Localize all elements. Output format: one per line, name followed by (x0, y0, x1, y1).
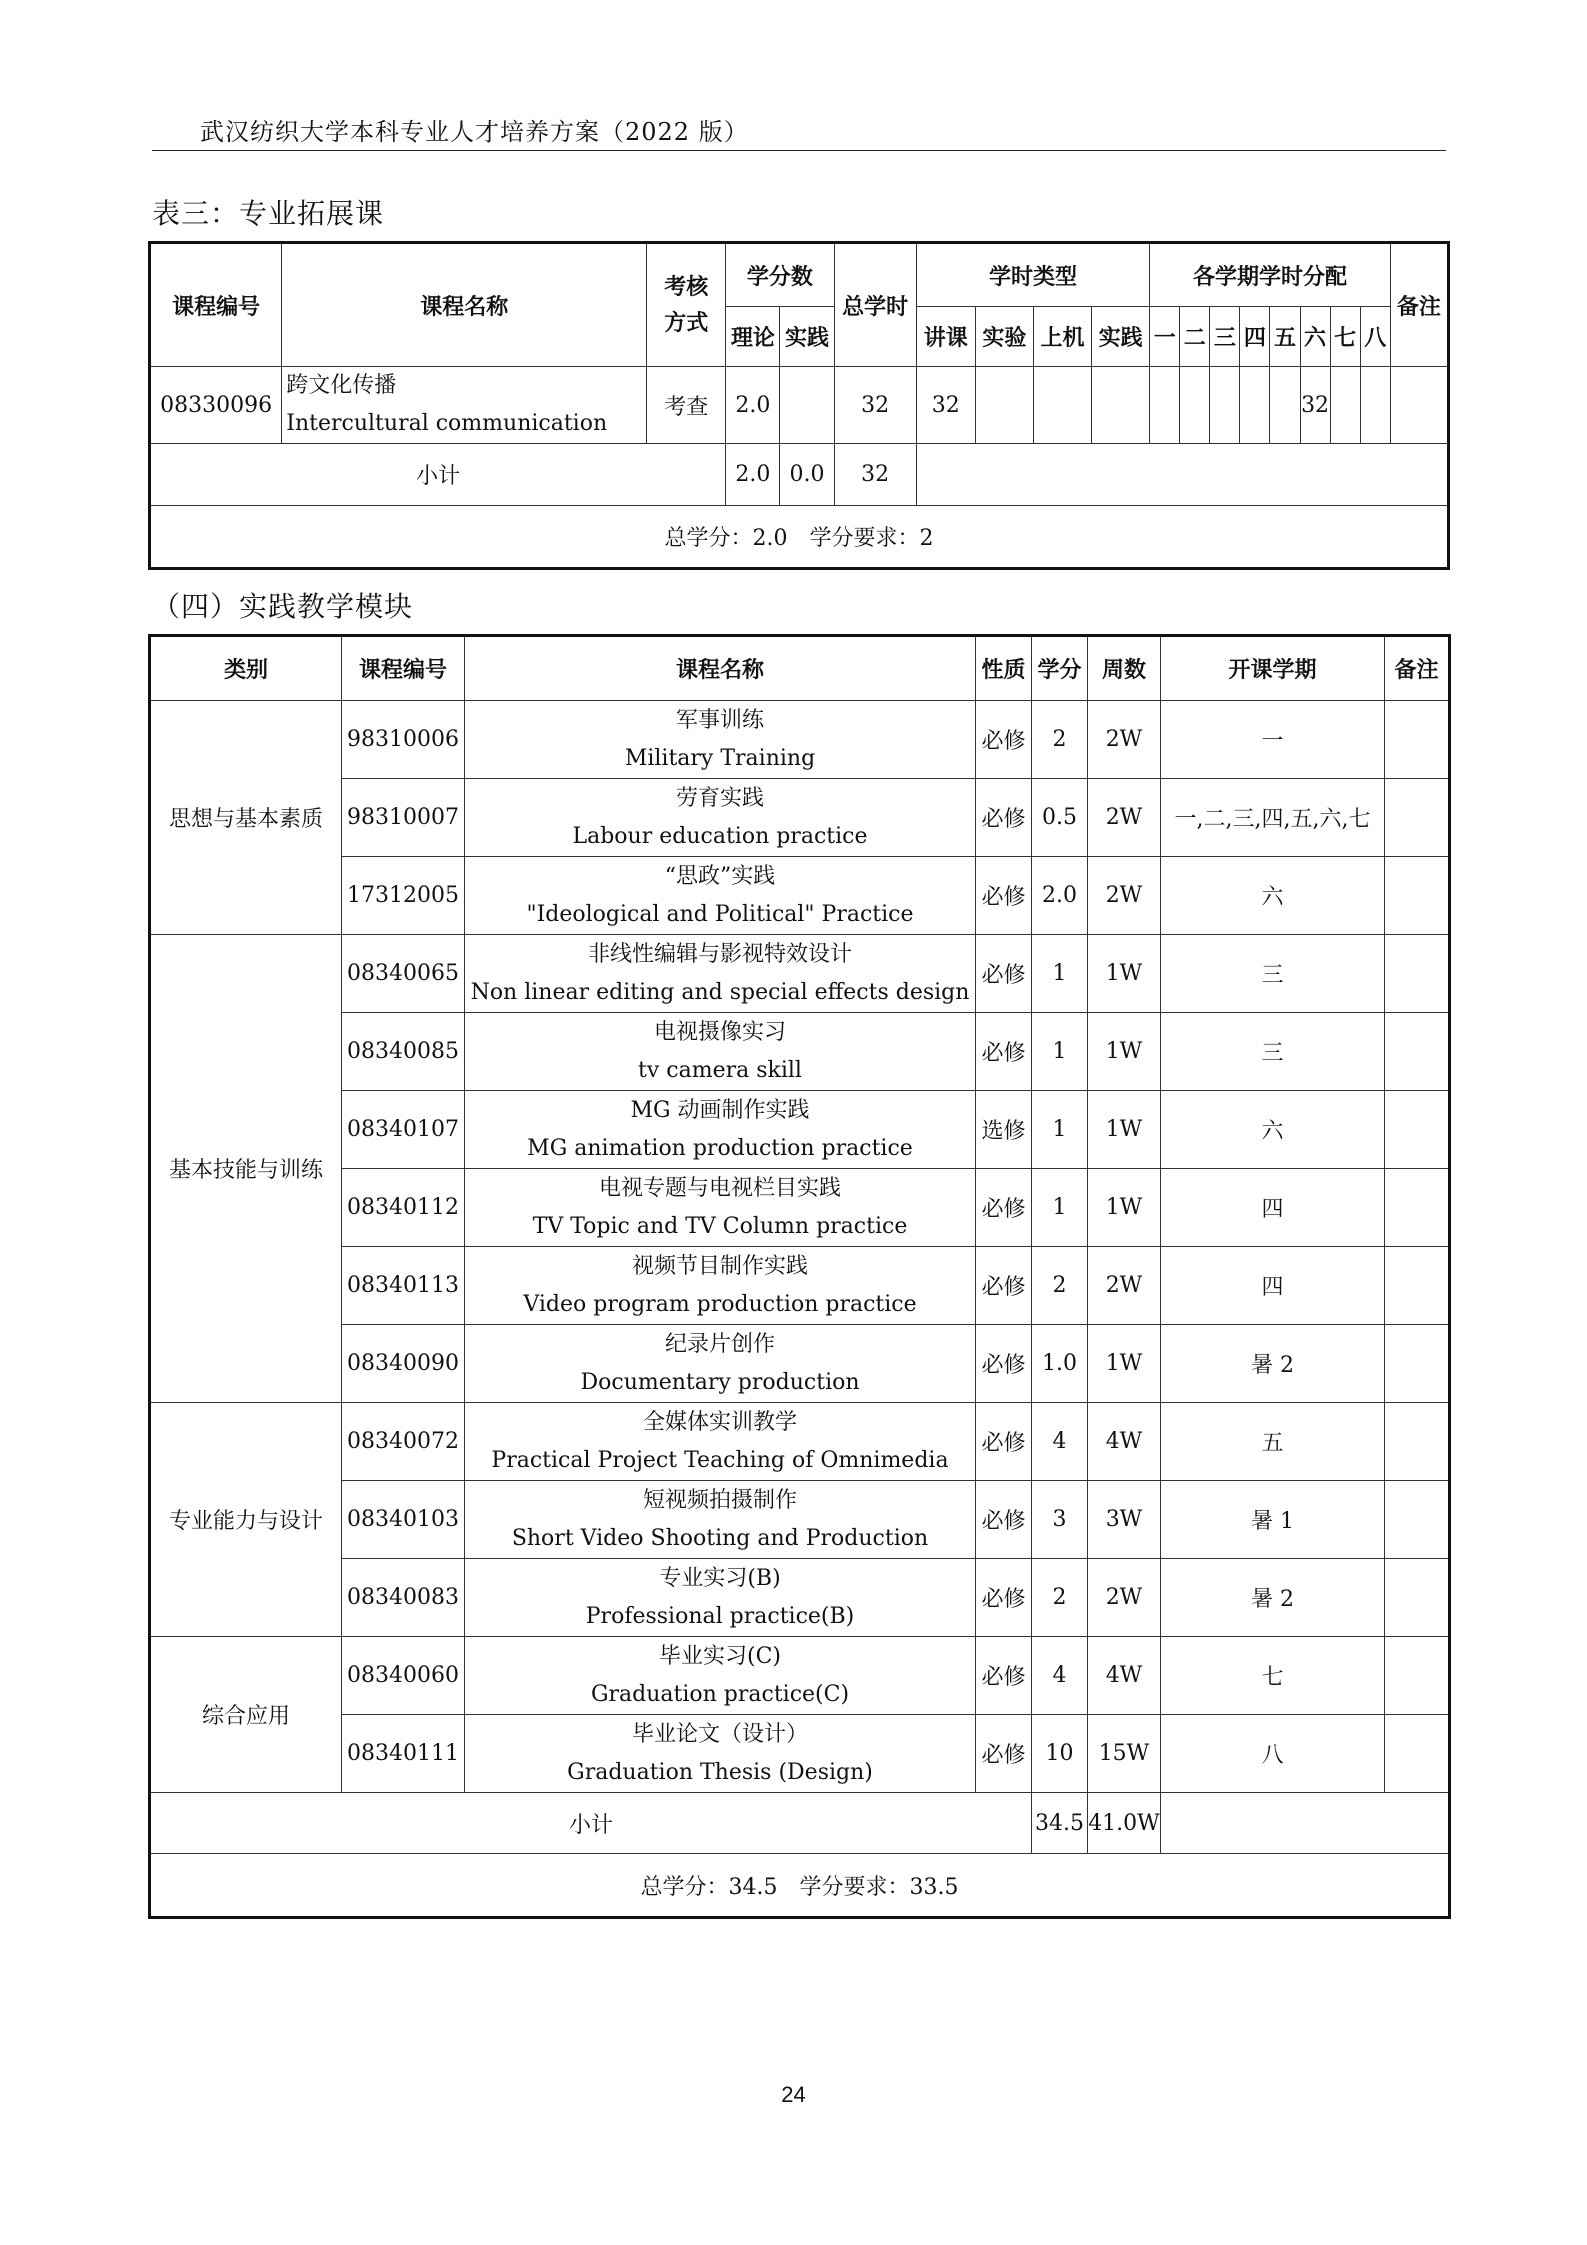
course-weeks: 2W (1088, 779, 1161, 857)
course-remarks (1385, 1559, 1449, 1637)
course-remarks (1385, 1715, 1449, 1793)
sem-8-hours (1360, 367, 1390, 444)
course-remarks (1385, 1403, 1449, 1481)
category-cell: 专业能力与设计 (151, 1403, 342, 1637)
th-sem-8: 八 (1360, 307, 1390, 367)
course-name-cn: 专业实习(B) (659, 1565, 781, 1591)
course-name-cn: MG 动画制作实践 (630, 1097, 810, 1123)
course-name (465, 1403, 976, 1481)
course-name (465, 857, 976, 935)
course-credits: 4 (1032, 1637, 1088, 1715)
course-name-en: Labour education practice (572, 823, 868, 849)
course-remarks (1385, 701, 1449, 779)
th-nature: 性质 (976, 637, 1032, 701)
course-weeks: 2W (1088, 1559, 1161, 1637)
course-weeks: 1W (1088, 1091, 1161, 1169)
sem-3-hours (1210, 367, 1240, 444)
course-nature: 必修 (976, 1403, 1032, 1481)
course-nature: 必修 (976, 857, 1032, 935)
th-experiment: 实验 (975, 307, 1033, 367)
table-row (151, 1481, 1449, 1559)
table-row (151, 367, 1448, 444)
th-code: 课程编号 (342, 637, 465, 701)
th-remarks: 备注 (1390, 244, 1447, 367)
course-name-cn: 劳育实践 (675, 785, 764, 811)
course-name-cn: 毕业实习(C) (659, 1643, 781, 1669)
category-cell: 思想与基本素质 (151, 701, 342, 935)
course-weeks: 1W (1088, 1013, 1161, 1091)
course-code: 08340090 (342, 1325, 465, 1403)
course-code: 08340072 (342, 1403, 465, 1481)
subtotal-label: 小计 (151, 1793, 1032, 1854)
experiment-hours (975, 367, 1033, 444)
course-nature: 必修 (976, 1715, 1032, 1793)
page-header: 武汉纺织大学本科专业人才培养方案（2022 版） (200, 118, 749, 146)
course-remarks (1385, 779, 1449, 857)
course-code: 08340065 (342, 935, 465, 1013)
table-row (151, 779, 1449, 857)
course-remarks (1385, 935, 1449, 1013)
course-name (465, 701, 976, 779)
course-nature: 选修 (976, 1091, 1032, 1169)
th-remarks: 备注 (1385, 637, 1449, 701)
course-semester: 七 (1161, 1637, 1385, 1715)
course-name (465, 1715, 976, 1793)
course-name-cn: 非线性编辑与影视特效设计 (587, 941, 852, 967)
course-name-en: Graduation practice(C) (590, 1681, 850, 1707)
total-credits-line: 总学分：2.0 学分要求：2 (151, 506, 1448, 568)
sem-1-hours (1150, 367, 1180, 444)
course-nature: 必修 (976, 1013, 1032, 1091)
course-code: 08340103 (342, 1481, 465, 1559)
course-semester: 八 (1161, 1715, 1385, 1793)
course-name-cn: 纪录片创作 (664, 1331, 775, 1357)
course-name-en: Non linear editing and special effects design (470, 979, 970, 1005)
course-name-en: MG animation production practice (527, 1135, 913, 1161)
course-name-cn: 电视摄像实习 (653, 1019, 786, 1045)
course-name-en: TV Topic and TV Column practice (532, 1213, 908, 1239)
subtotal-credits: 34.5 (1032, 1793, 1088, 1854)
th-computer: 上机 (1033, 307, 1091, 367)
course-semester: 三 (1161, 1013, 1385, 1091)
course-nature: 必修 (976, 1481, 1032, 1559)
total-row (151, 506, 1448, 568)
course-credits: 2 (1032, 1247, 1088, 1325)
course-code: 08340083 (342, 1559, 465, 1637)
course-credits: 1 (1032, 1013, 1088, 1091)
th-semester: 开课学期 (1161, 637, 1385, 701)
th-credits: 学分数 (726, 244, 834, 307)
th-total-hours: 总学时 (834, 244, 916, 367)
course-nature: 必修 (976, 779, 1032, 857)
course-code: 08340112 (342, 1169, 465, 1247)
th-semester-dist: 各学期学时分配 (1150, 244, 1391, 307)
category-cell: 基本技能与训练 (151, 935, 342, 1403)
course-weeks: 2W (1088, 1247, 1161, 1325)
course-weeks: 3W (1088, 1481, 1161, 1559)
course-name (465, 935, 976, 1013)
course-nature: 必修 (976, 935, 1032, 1013)
table-row (151, 1013, 1449, 1091)
credit-practice (780, 367, 834, 444)
practice-module-table (150, 636, 1449, 1917)
th-exam: 考核方式 (647, 244, 726, 367)
course-remarks (1385, 1091, 1449, 1169)
table-row (151, 1403, 1449, 1481)
course-nature: 必修 (976, 1559, 1032, 1637)
course-credits: 2 (1032, 1559, 1088, 1637)
course-remarks (1385, 1247, 1449, 1325)
course-name-cn: 毕业论文（设计） (631, 1721, 808, 1747)
course-credits: 3 (1032, 1481, 1088, 1559)
table-row (151, 1559, 1449, 1637)
course-name-en: Professional practice(B) (585, 1603, 855, 1629)
course-name-cn: 全媒体实训教学 (642, 1409, 797, 1435)
course-credits: 10 (1032, 1715, 1088, 1793)
th-credit-practice: 实践 (780, 307, 834, 367)
course-credits: 1 (1032, 1091, 1088, 1169)
course-weeks: 4W (1088, 1637, 1161, 1715)
th-hour-types: 学时类型 (916, 244, 1150, 307)
table4-title: （四）实践教学模块 (152, 590, 414, 623)
course-code: 08330096 (151, 367, 282, 444)
th-sem-4: 四 (1240, 307, 1270, 367)
course-nature: 必修 (976, 1169, 1032, 1247)
subtotal-practice: 0.0 (780, 444, 834, 506)
th-weeks: 周数 (1088, 637, 1161, 701)
course-name (465, 779, 976, 857)
course-code: 17312005 (342, 857, 465, 935)
course-code: 08340107 (342, 1091, 465, 1169)
sem-5-hours (1270, 367, 1300, 444)
th-category: 类别 (151, 637, 342, 701)
total-hours: 32 (834, 367, 916, 444)
course-name (465, 1247, 976, 1325)
course-nature: 必修 (976, 701, 1032, 779)
course-name-cn: 电视专题与电视栏目实践 (598, 1175, 841, 1201)
course-name-cn: 军事训练 (675, 707, 764, 733)
sem-2-hours (1180, 367, 1210, 444)
subtotal-empty (1161, 1793, 1449, 1854)
practice-table-body (151, 701, 1449, 1793)
course-semester: 四 (1161, 1247, 1385, 1325)
course-weeks: 2W (1088, 701, 1161, 779)
course-weeks: 1W (1088, 1169, 1161, 1247)
exam-type: 考查 (647, 367, 726, 444)
course-remarks (1385, 1481, 1449, 1559)
course-name-en: Documentary production (580, 1369, 860, 1395)
course-credits: 0.5 (1032, 779, 1088, 857)
table-row (151, 1169, 1449, 1247)
course-name (465, 1637, 976, 1715)
course-weeks: 4W (1088, 1403, 1161, 1481)
th-sem-7: 七 (1330, 307, 1360, 367)
page-number: 24 (781, 2082, 806, 2107)
course-credits: 2.0 (1032, 857, 1088, 935)
sem-7-hours (1330, 367, 1360, 444)
subtotal-weeks: 41.0W (1088, 1793, 1161, 1854)
th-sem-1: 一 (1150, 307, 1180, 367)
practice-hours (1092, 367, 1150, 444)
course-semester: 六 (1161, 1091, 1385, 1169)
course-semester: 六 (1161, 857, 1385, 935)
course-nature: 必修 (976, 1637, 1032, 1715)
computer-hours (1033, 367, 1091, 444)
course-name-en: Short Video Shooting and Production (511, 1525, 929, 1551)
course-name-en: tv camera skill (638, 1057, 802, 1083)
subtotal-hours: 32 (834, 444, 916, 506)
course-name (465, 1325, 976, 1403)
course-name-en: Video program production practice (523, 1291, 917, 1317)
course-name-en: Military Training (624, 745, 816, 771)
header-rule (152, 150, 1446, 151)
th-name: 课程名称 (282, 244, 647, 367)
course-semester: 暑 2 (1161, 1559, 1385, 1637)
th-sem-6: 六 (1300, 307, 1330, 367)
th-code: 课程编号 (151, 244, 282, 367)
course-name (282, 367, 647, 444)
course-name-cn: 短视频拍摄制作 (642, 1487, 797, 1513)
course-name-en: Graduation Thesis (Design) (567, 1759, 873, 1785)
course-remarks (1385, 1637, 1449, 1715)
subtotal-row (151, 444, 1448, 506)
total-row (151, 1854, 1449, 1917)
th-credits: 学分 (1032, 637, 1088, 701)
course-weeks: 15W (1088, 1715, 1161, 1793)
course-name (465, 1169, 976, 1247)
table3-title: 表三：专业拓展课 (152, 197, 385, 230)
course-credits: 1 (1032, 1169, 1088, 1247)
course-code: 08340060 (342, 1637, 465, 1715)
course-name (465, 1481, 976, 1559)
course-semester: 暑 1 (1161, 1481, 1385, 1559)
table-row (151, 857, 1449, 935)
th-practice: 实践 (1092, 307, 1150, 367)
lecture-hours: 32 (916, 367, 975, 444)
course-remarks (1385, 1013, 1449, 1091)
course-code: 08340111 (342, 1715, 465, 1793)
th-sem-5: 五 (1270, 307, 1300, 367)
th-credit-theory: 理论 (726, 307, 780, 367)
course-semester: 暑 2 (1161, 1325, 1385, 1403)
subtotal-row (151, 1793, 1449, 1854)
course-name-cn: 视频节目制作实践 (631, 1253, 808, 1279)
course-name (465, 1013, 976, 1091)
course-remarks (1385, 1325, 1449, 1403)
course-code: 98310006 (342, 701, 465, 779)
course-credits: 1 (1032, 935, 1088, 1013)
course-code: 98310007 (342, 779, 465, 857)
course-semester: 三 (1161, 935, 1385, 1013)
credit-theory: 2.0 (726, 367, 780, 444)
course-nature: 必修 (976, 1325, 1032, 1403)
course-remarks (1385, 857, 1449, 935)
table-row (151, 935, 1449, 1013)
course-remarks (1385, 1169, 1449, 1247)
subtotal-theory: 2.0 (726, 444, 780, 506)
course-credits: 2 (1032, 701, 1088, 779)
course-weeks: 1W (1088, 1325, 1161, 1403)
course-credits: 4 (1032, 1403, 1088, 1481)
course-name (465, 1559, 976, 1637)
category-cell: 综合应用 (151, 1637, 342, 1793)
sem-4-hours (1240, 367, 1270, 444)
course-name-en: "Ideological and Political" Practice (526, 901, 914, 927)
table-row (151, 701, 1449, 779)
table-row (151, 1715, 1449, 1793)
total-credits-line: 总学分：34.5 学分要求：33.5 (151, 1854, 1449, 1917)
course-code: 08340113 (342, 1247, 465, 1325)
th-sem-2: 二 (1180, 307, 1210, 367)
course-nature: 必修 (976, 1247, 1032, 1325)
table-row (151, 1247, 1449, 1325)
course-credits: 1.0 (1032, 1325, 1088, 1403)
course-semester: 一 (1161, 701, 1385, 779)
sem-6-hours: 32 (1300, 367, 1330, 444)
table-row (151, 1637, 1449, 1715)
th-name: 课程名称 (465, 637, 976, 701)
course-name-en: Practical Project Teaching of Omnimedia (491, 1447, 949, 1473)
th-lecture: 讲课 (916, 307, 975, 367)
course-code: 08340085 (342, 1013, 465, 1091)
remarks (1390, 367, 1447, 444)
subtotal-label: 小计 (151, 444, 726, 506)
course-name-cn: 跨文化传播 (286, 373, 397, 398)
course-weeks: 2W (1088, 857, 1161, 935)
extension-course-table (150, 243, 1448, 568)
course-name-en: Intercultural communication (286, 411, 608, 436)
subtotal-empty (916, 444, 1447, 506)
course-weeks: 1W (1088, 935, 1161, 1013)
table-row (151, 1091, 1449, 1169)
course-semester: 五 (1161, 1403, 1385, 1481)
th-sem-3: 三 (1210, 307, 1240, 367)
course-semester: 四 (1161, 1169, 1385, 1247)
course-name (465, 1091, 976, 1169)
course-name-cn: “思政”实践 (664, 863, 776, 889)
course-semester: 一,二,三,四,五,六,七 (1161, 779, 1385, 857)
table-row (151, 1325, 1449, 1403)
